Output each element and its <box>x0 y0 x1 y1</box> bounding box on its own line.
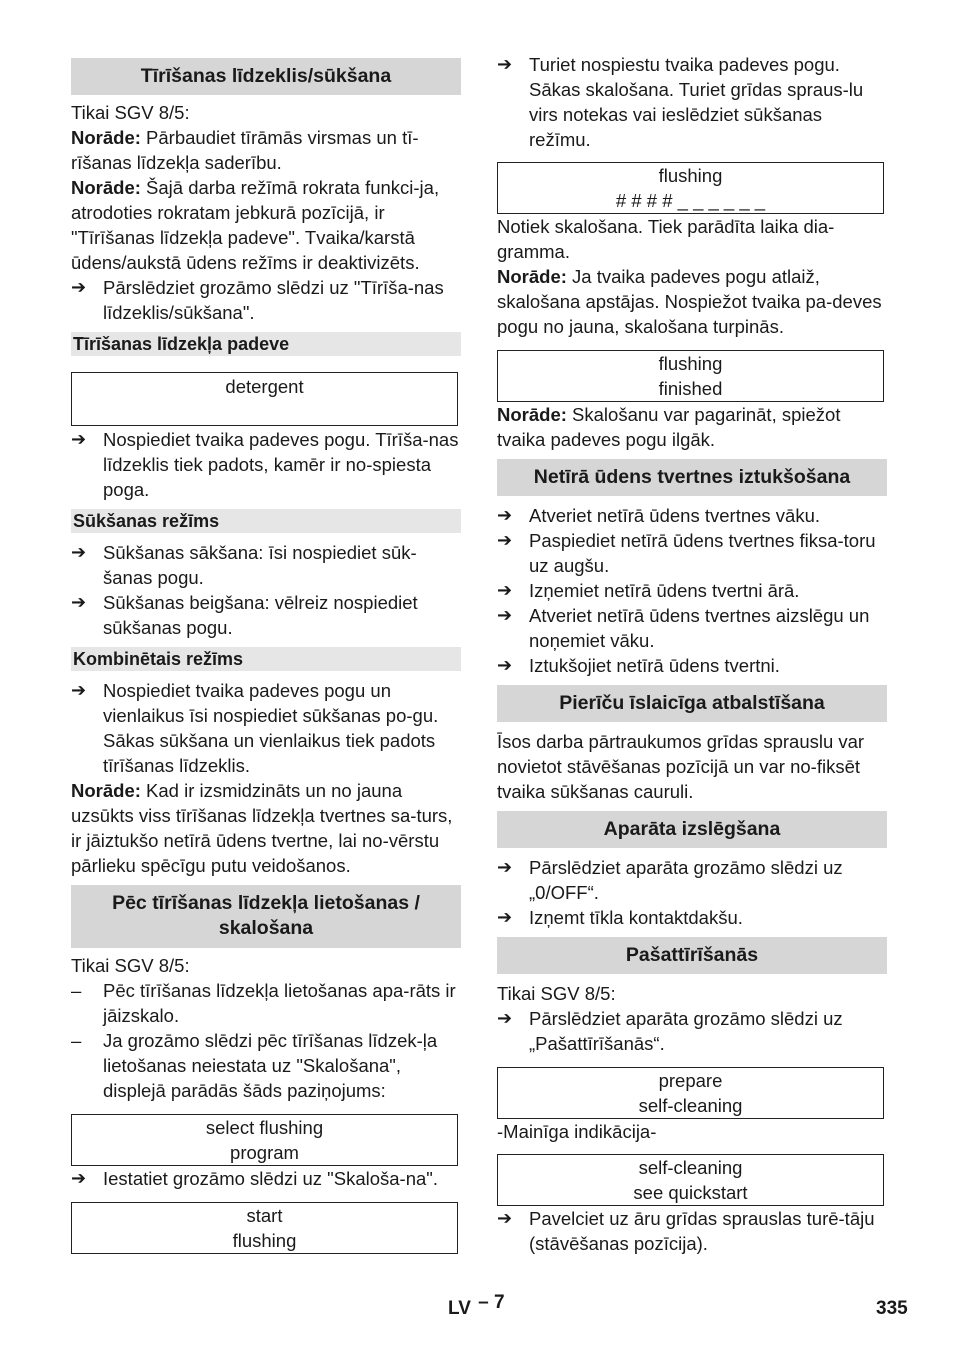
step-item <box>497 528 887 578</box>
step-text: Pārslēdziet aparāta grozāmo slēdzi uz „0/OFF“. <box>529 857 843 903</box>
step-item <box>71 427 461 502</box>
arrow-icon: ➔ <box>497 580 513 600</box>
note-label: Norāde: <box>497 404 567 425</box>
arrow-icon: ➔ <box>497 505 513 525</box>
dash-marker: – <box>71 980 82 1001</box>
heading-empty-tank: Netīrā ūdens tvertnes iztukšošana <box>497 459 887 496</box>
only-sgv-note: Tikai SGV 8/5: <box>497 983 616 1004</box>
display-text: program <box>230 1142 299 1163</box>
heading-accessory: Pierīču īslaicīga atbalstīšana <box>497 685 887 722</box>
left-column <box>71 58 461 1254</box>
step-item <box>71 540 461 590</box>
note-label: Norāde: <box>71 127 141 148</box>
dash-text: Pēc tīrīšanas līdzekļa lietošanas apa-rāts ir jāizskalo. <box>103 980 456 1026</box>
step-item <box>497 1206 887 1256</box>
display-text: flushing <box>658 165 723 186</box>
step-item <box>71 275 461 325</box>
dash-marker: – <box>71 1030 82 1051</box>
note-text: Šajā darba režīmā rokrata funkci-ja, atrodoties rokratam jebkurā pozīcijā, ir "Tīrīšanas līdzekļa padeve". Tvaika/karstā ūdens/aukstā ūdens režīms ir deaktivizēts. <box>71 177 440 273</box>
only-sgv-note: Tikai SGV 8/5: <box>71 955 190 976</box>
step-item <box>497 855 887 905</box>
display-text: flushing <box>658 353 723 374</box>
step-text: Pārslēdziet aparāta grozāmo slēdzi uz „Pašattīrīšanās“. <box>529 1008 843 1054</box>
note-paragraph <box>71 778 461 878</box>
step-text: Izņemiet netīrā ūdens tvertni ārā. <box>529 580 800 601</box>
right-column <box>497 52 887 1256</box>
display-text: flushing <box>232 1230 297 1251</box>
heading-self-clean: Pašattīrīšanās <box>497 937 887 974</box>
note-label: Norāde: <box>71 177 141 198</box>
arrow-icon: ➔ <box>497 655 513 675</box>
dash-item <box>71 978 461 1028</box>
note-label: Norāde: <box>71 780 141 801</box>
note-paragraph <box>497 264 887 339</box>
step-text: Sūkšanas beigšana: vēlreiz nospiediet sūkšanas pogu. <box>103 592 418 638</box>
heading-after-use: Pēc tīrīšanas līdzekļa lietošanas / skalošana <box>71 885 461 948</box>
display-text: select flushing <box>205 1117 324 1138</box>
page-number: 335 <box>876 1298 908 1319</box>
dash-item <box>71 1028 461 1103</box>
arrow-icon: ➔ <box>71 429 87 449</box>
display-box-flushing <box>497 162 884 214</box>
step-text: Izņemt tīkla kontaktdakšu. <box>529 907 743 928</box>
display-box-select <box>71 1114 458 1166</box>
alternating-display-text: -Mainīga indikācija- <box>497 1121 657 1142</box>
arrow-icon: ➔ <box>71 277 87 297</box>
note-text: Skalošanu var pagarināt, spiežot tvaika padeves pogu ilgāk. <box>497 404 841 450</box>
step-text: Nospiediet tvaika padeves pogu un vienlaikus īsi nospiediet sūkšanas po-gu. Sākas sūkšana un vienlaikus tiek padots tīrīšanas līdzeklis. <box>103 680 439 776</box>
display-box-prepare <box>497 1067 884 1119</box>
arrow-icon: ➔ <box>71 680 87 700</box>
display-text: # # # # _ _ _ _ _ _ <box>615 190 766 211</box>
step-text: Iestatiet grozāmo slēdzi uz "Skaloša-na". <box>103 1168 438 1189</box>
display-text: detergent <box>225 376 304 397</box>
language-code: LV <box>448 1298 471 1319</box>
arrow-icon: ➔ <box>497 54 513 74</box>
note-text: Kad ir izsmidzināts un no jauna uzsūkts viss tīrīšanas līdzekļa tvertnes sa-turs, ir jāiztukšo netīrā ūdens tvertne, lai no-vērstu pārlieku spēcīgu putu veidošanos. <box>71 780 453 876</box>
arrow-icon: ➔ <box>497 1208 513 1228</box>
step-item <box>497 603 887 653</box>
arrow-icon: ➔ <box>71 542 87 562</box>
note-label: Norāde: <box>497 266 567 287</box>
step-item <box>497 52 887 152</box>
step-text: Pārslēdziet grozāmo slēdzi uz "Tīrīša-nas līdzeklis/sūkšana". <box>103 277 444 323</box>
section-page-number: – 7 <box>478 1292 505 1313</box>
step-text: Turiet nospiestu tvaika padeves pogu. Sākas skalošana. Turiet grīdas spraus-lu virs notekas vai ieslēdziet sūkšanas režīmu. <box>529 54 864 150</box>
display-box-quickstart <box>497 1154 884 1206</box>
step-item <box>497 653 887 678</box>
heading-detergent-supply: Tīrīšanas līdzekļa padeve <box>71 332 461 356</box>
heading-suction-mode: Sūkšanas režīms <box>71 509 461 533</box>
display-text: see quickstart <box>633 1182 748 1203</box>
rinse-running-text: Notiek skalošana. Tiek parādīta laika dia-gramma. <box>497 216 835 262</box>
step-item <box>497 503 887 528</box>
step-item <box>71 1166 461 1191</box>
step-text: Atveriet netīrā ūdens tvertnes aizslēgu un noņemiet vāku. <box>529 605 870 651</box>
footer-language <box>448 1292 505 1321</box>
step-text: Atveriet netīrā ūdens tvertnes vāku. <box>529 505 821 526</box>
note-paragraph <box>497 402 887 452</box>
note-paragraph <box>71 125 461 175</box>
display-text: finished <box>658 378 723 399</box>
arrow-icon: ➔ <box>71 1168 87 1188</box>
accessory-text: Īsos darba pārtraukumos grīdas sprauslu var novietot stāvēšanas pozīcijā un var no-fiksēt tvaika sūkšanas cauruli. <box>497 731 865 802</box>
heading-switch-off: Aparāta izslēgšana <box>497 811 887 848</box>
step-item <box>497 578 887 603</box>
step-item <box>71 678 461 778</box>
arrow-icon: ➔ <box>497 907 513 927</box>
step-item <box>71 590 461 640</box>
step-item <box>497 1006 887 1056</box>
step-text: Nospiediet tvaika padeves pogu. Tīrīša-nas līdzeklis tiek padots, kamēr ir no-spiesta poga. <box>103 429 459 500</box>
step-text: Iztukšojiet netīrā ūdens tvertni. <box>529 655 780 676</box>
display-text: self-cleaning <box>638 1157 743 1178</box>
note-text: Pārbaudiet tīrāmās virsmas un tī-rīšanas līdzekļa saderību. <box>71 127 419 173</box>
heading-cleaning-suction: Tīrīšanas līdzeklis/sūkšana <box>71 58 461 95</box>
display-text: prepare <box>658 1070 723 1091</box>
display-box-detergent <box>71 372 458 426</box>
step-item <box>497 905 887 930</box>
heading-combined-mode: Kombinētais režīms <box>71 647 461 671</box>
arrow-icon: ➔ <box>497 530 513 550</box>
note-text: Ja tvaika padeves pogu atlaiž, skalošana apstājas. Nospiežot tvaika pa-deves pogu no jauna, skalošana turpinās. <box>497 266 882 337</box>
arrow-icon: ➔ <box>497 1008 513 1028</box>
arrow-icon: ➔ <box>71 592 87 612</box>
note-paragraph <box>71 175 461 275</box>
step-text: Sūkšanas sākšana: īsi nospiediet sūk-šanas pogu. <box>103 542 417 588</box>
arrow-icon: ➔ <box>497 605 513 625</box>
step-text: Paspiediet netīrā ūdens tvertnes fiksa-toru uz augšu. <box>529 530 876 576</box>
display-box-start <box>71 1202 458 1254</box>
arrow-icon: ➔ <box>497 857 513 877</box>
only-sgv-note: Tikai SGV 8/5: <box>71 102 190 123</box>
dash-text: Ja grozāmo slēdzi pēc tīrīšanas līdzek-ļa lietošanas neiestata uz "Skalošana", displejā parādās šāds paziņojums: <box>103 1030 438 1101</box>
step-text: Pavelciet uz āru grīdas sprauslas turē-tāju (stāvēšanas pozīcija). <box>529 1208 875 1254</box>
display-text: start <box>246 1205 283 1226</box>
display-box-finished <box>497 350 884 402</box>
display-text: self-cleaning <box>638 1095 743 1116</box>
